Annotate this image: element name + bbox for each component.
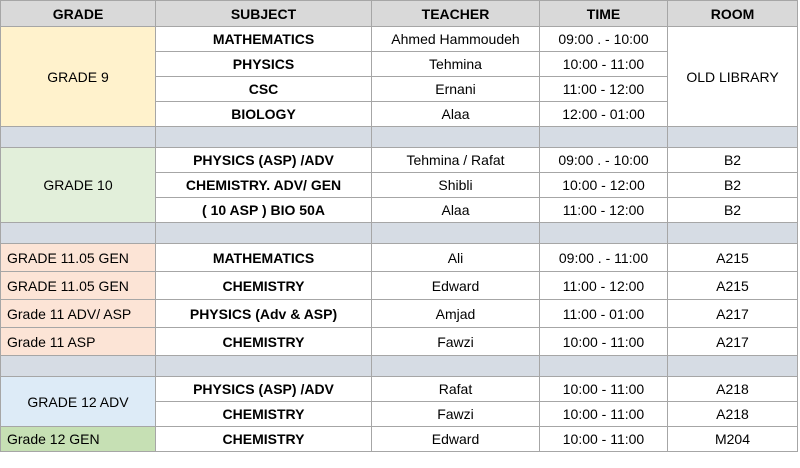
time-cell: 11:00 - 12:00 [540, 77, 668, 102]
time-cell: 12:00 - 01:00 [540, 102, 668, 127]
subject-cell: MATHEMATICS [156, 244, 372, 272]
table-row [1, 27, 798, 52]
subject-cell: PHYSICS (Adv & ASP) [156, 300, 372, 328]
grade-cell: GRADE 11.05 GEN [1, 244, 156, 272]
subject-cell: CHEMISTRY [156, 272, 372, 300]
header-time: TIME [540, 1, 668, 27]
spacer-row [1, 127, 798, 148]
header-room: ROOM [668, 1, 798, 27]
table-row [1, 300, 798, 328]
room-cell: A217 [668, 328, 798, 356]
room-cell: B2 [668, 148, 798, 173]
subject-cell: CSC [156, 77, 372, 102]
table-row [1, 427, 798, 452]
teacher-cell: Ahmed Hammoudeh [372, 27, 540, 52]
header-subject: SUBJECT [156, 1, 372, 27]
time-cell: 09:00 . - 11:00 [540, 244, 668, 272]
subject-cell: MATHEMATICS [156, 27, 372, 52]
subject-cell: PHYSICS [156, 52, 372, 77]
teacher-cell: Ernani [372, 77, 540, 102]
table-row [1, 148, 798, 173]
time-cell: 10:00 - 11:00 [540, 427, 668, 452]
grade-cell: GRADE 9 [1, 27, 156, 127]
table-row [1, 377, 798, 402]
time-cell: 11:00 - 12:00 [540, 198, 668, 223]
header-teacher: TEACHER [372, 1, 540, 27]
teacher-cell: Fawzi [372, 402, 540, 427]
teacher-cell: Alaa [372, 102, 540, 127]
spacer-row [1, 356, 798, 377]
teacher-cell: Edward [372, 272, 540, 300]
subject-cell: CHEMISTRY [156, 402, 372, 427]
table-row [1, 244, 798, 272]
header-grade: GRADE [1, 1, 156, 27]
time-cell: 09:00 . - 10:00 [540, 27, 668, 52]
room-cell: A217 [668, 300, 798, 328]
subject-cell: CHEMISTRY [156, 427, 372, 452]
teacher-cell: Fawzi [372, 328, 540, 356]
time-cell: 11:00 - 12:00 [540, 272, 668, 300]
teacher-cell: Alaa [372, 198, 540, 223]
spacer-row [1, 223, 798, 244]
room-cell: A218 [668, 377, 798, 402]
teacher-cell: Tehmina [372, 52, 540, 77]
subject-cell: ( 10 ASP ) BIO 50A [156, 198, 372, 223]
time-cell: 10:00 - 11:00 [540, 402, 668, 427]
room-cell: M204 [668, 427, 798, 452]
subject-cell: PHYSICS (ASP) /ADV [156, 377, 372, 402]
room-cell: OLD LIBRARY [668, 27, 798, 127]
grade-cell: Grade 11 ASP [1, 328, 156, 356]
room-cell: A215 [668, 272, 798, 300]
grade-cell: Grade 12 GEN [1, 427, 156, 452]
teacher-cell: Amjad [372, 300, 540, 328]
room-cell: A218 [668, 402, 798, 427]
teacher-cell: Edward [372, 427, 540, 452]
subject-cell: PHYSICS (ASP) /ADV [156, 148, 372, 173]
subject-cell: CHEMISTRY. ADV/ GEN [156, 173, 372, 198]
room-cell: A215 [668, 244, 798, 272]
teacher-cell: Shibli [372, 173, 540, 198]
teacher-cell: Rafat [372, 377, 540, 402]
table-row [1, 272, 798, 300]
subject-cell: CHEMISTRY [156, 328, 372, 356]
time-cell: 09:00 . - 10:00 [540, 148, 668, 173]
time-cell: 11:00 - 01:00 [540, 300, 668, 328]
table-row [1, 328, 798, 356]
grade-cell: Grade 11 ADV/ ASP [1, 300, 156, 328]
time-cell: 10:00 - 12:00 [540, 173, 668, 198]
time-cell: 10:00 - 11:00 [540, 377, 668, 402]
teacher-cell: Tehmina / Rafat [372, 148, 540, 173]
grade-cell: GRADE 12 ADV [1, 377, 156, 427]
grade-cell: GRADE 11.05 GEN [1, 272, 156, 300]
room-cell: B2 [668, 173, 798, 198]
time-cell: 10:00 - 11:00 [540, 328, 668, 356]
room-cell: B2 [668, 198, 798, 223]
subject-cell: BIOLOGY [156, 102, 372, 127]
time-cell: 10:00 - 11:00 [540, 52, 668, 77]
header-row [1, 1, 798, 27]
teacher-cell: Ali [372, 244, 540, 272]
grade-cell: GRADE 10 [1, 148, 156, 223]
